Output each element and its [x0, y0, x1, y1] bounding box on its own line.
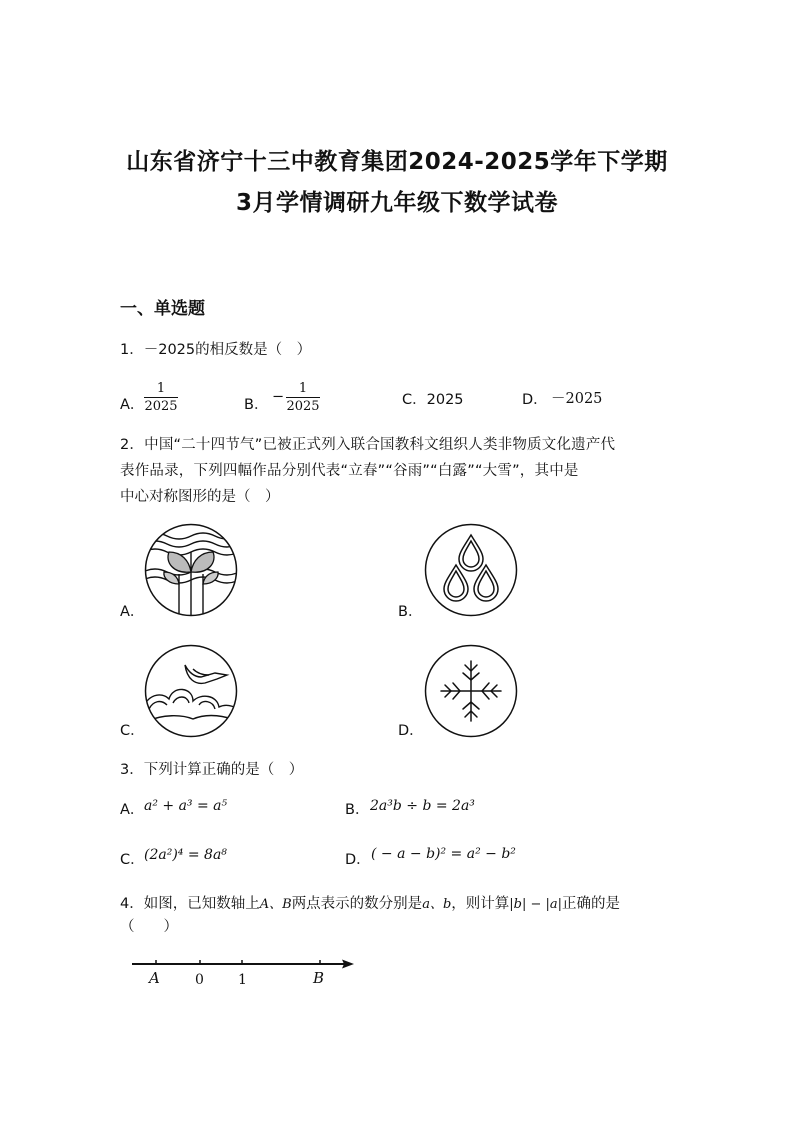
- q4-points: A、B: [259, 897, 292, 912]
- number-line-label-1: 1: [238, 972, 247, 988]
- q1-b-denominator: 2025: [286, 399, 320, 414]
- q3-option-a-expression: a² + a³ = a⁵: [144, 798, 228, 814]
- q2-option-d-label: D．: [398, 723, 424, 739]
- q4-answer-paren: （ ）: [120, 919, 178, 935]
- q3-option-b-label: B．: [345, 802, 370, 818]
- spring-sprout-figure: [143, 522, 239, 618]
- fraction-bar: [286, 397, 320, 398]
- q2-stem-line1: 2．中国“二十四节气”已被正式列入联合国教科文组织人类非物质文化遗产代: [120, 437, 616, 453]
- q1-stem: 1．－2025的相反数是（ ）: [120, 342, 312, 358]
- fraction-bar: [144, 397, 178, 398]
- q1-option-b-fraction: [286, 381, 320, 414]
- great-snow-snowflake-figure: [423, 643, 519, 739]
- q1-a-numerator: 1: [156, 381, 166, 396]
- section-heading: 一、单选题: [120, 299, 205, 319]
- number-line-label-0: 0: [195, 972, 204, 988]
- q3-stem: 3．下列计算正确的是（ ）: [120, 762, 304, 778]
- q1-option-d-value: －2025: [551, 391, 603, 407]
- q3-option-a-label: A．: [120, 802, 145, 818]
- q4-text-part2: 两点表示的数分别是: [291, 896, 423, 912]
- q4-text-part1: 4．如图，已知数轴上: [120, 896, 260, 912]
- q3-option-c-expression: (2a²)⁴ = 8a⁸: [144, 847, 227, 863]
- q2-stem-line3: 中心对称图形的是（ ）: [120, 489, 280, 505]
- exam-title-line1: 山东省济宁十三中教育集团2024-2025学年下学期: [126, 149, 668, 175]
- number-line-label-b: B: [313, 969, 325, 987]
- q3-option-d-expression: ( − a − b)² = a² − b²: [371, 846, 516, 862]
- q3-option-d-label: D．: [345, 852, 371, 868]
- q1-b-numerator: 1: [298, 381, 308, 396]
- q3-option-c-label: C．: [120, 852, 145, 868]
- q4-text-part4: 正确的是: [562, 896, 621, 912]
- exam-title-line2: 3月学情调研九年级下数学试卷: [235, 190, 558, 216]
- q1-option-b-label: B．: [244, 397, 269, 413]
- q2-option-c-label: C．: [120, 723, 145, 739]
- q2-stem-line2: 表作品录，下列四幅作品分别代表“立春”“谷雨”“白露”“大雪”，其中是: [120, 463, 579, 479]
- q4-text-part3: ，则计算: [451, 896, 510, 912]
- q1-option-a-label: A．: [120, 397, 145, 413]
- white-dew-bird-figure: [143, 643, 239, 739]
- q1-b-sign: −: [272, 389, 285, 405]
- q4-expression: |b| − |a|: [509, 897, 563, 912]
- q1-option-a-fraction: [144, 381, 178, 414]
- q4-vars: a、b: [422, 897, 452, 912]
- q4-stem-line1: [120, 895, 620, 914]
- q1-option-c: C．2025: [402, 392, 464, 408]
- q2-option-b-label: B．: [398, 604, 423, 620]
- grain-rain-drops-figure: [423, 522, 519, 618]
- q1-a-denominator: 2025: [144, 399, 178, 414]
- q2-option-a-label: A．: [120, 604, 145, 620]
- q1-option-d-label: D．: [522, 392, 548, 408]
- number-line-label-a: A: [149, 969, 160, 987]
- q3-option-b-expression: 2a³b ÷ b = 2a³: [370, 798, 475, 814]
